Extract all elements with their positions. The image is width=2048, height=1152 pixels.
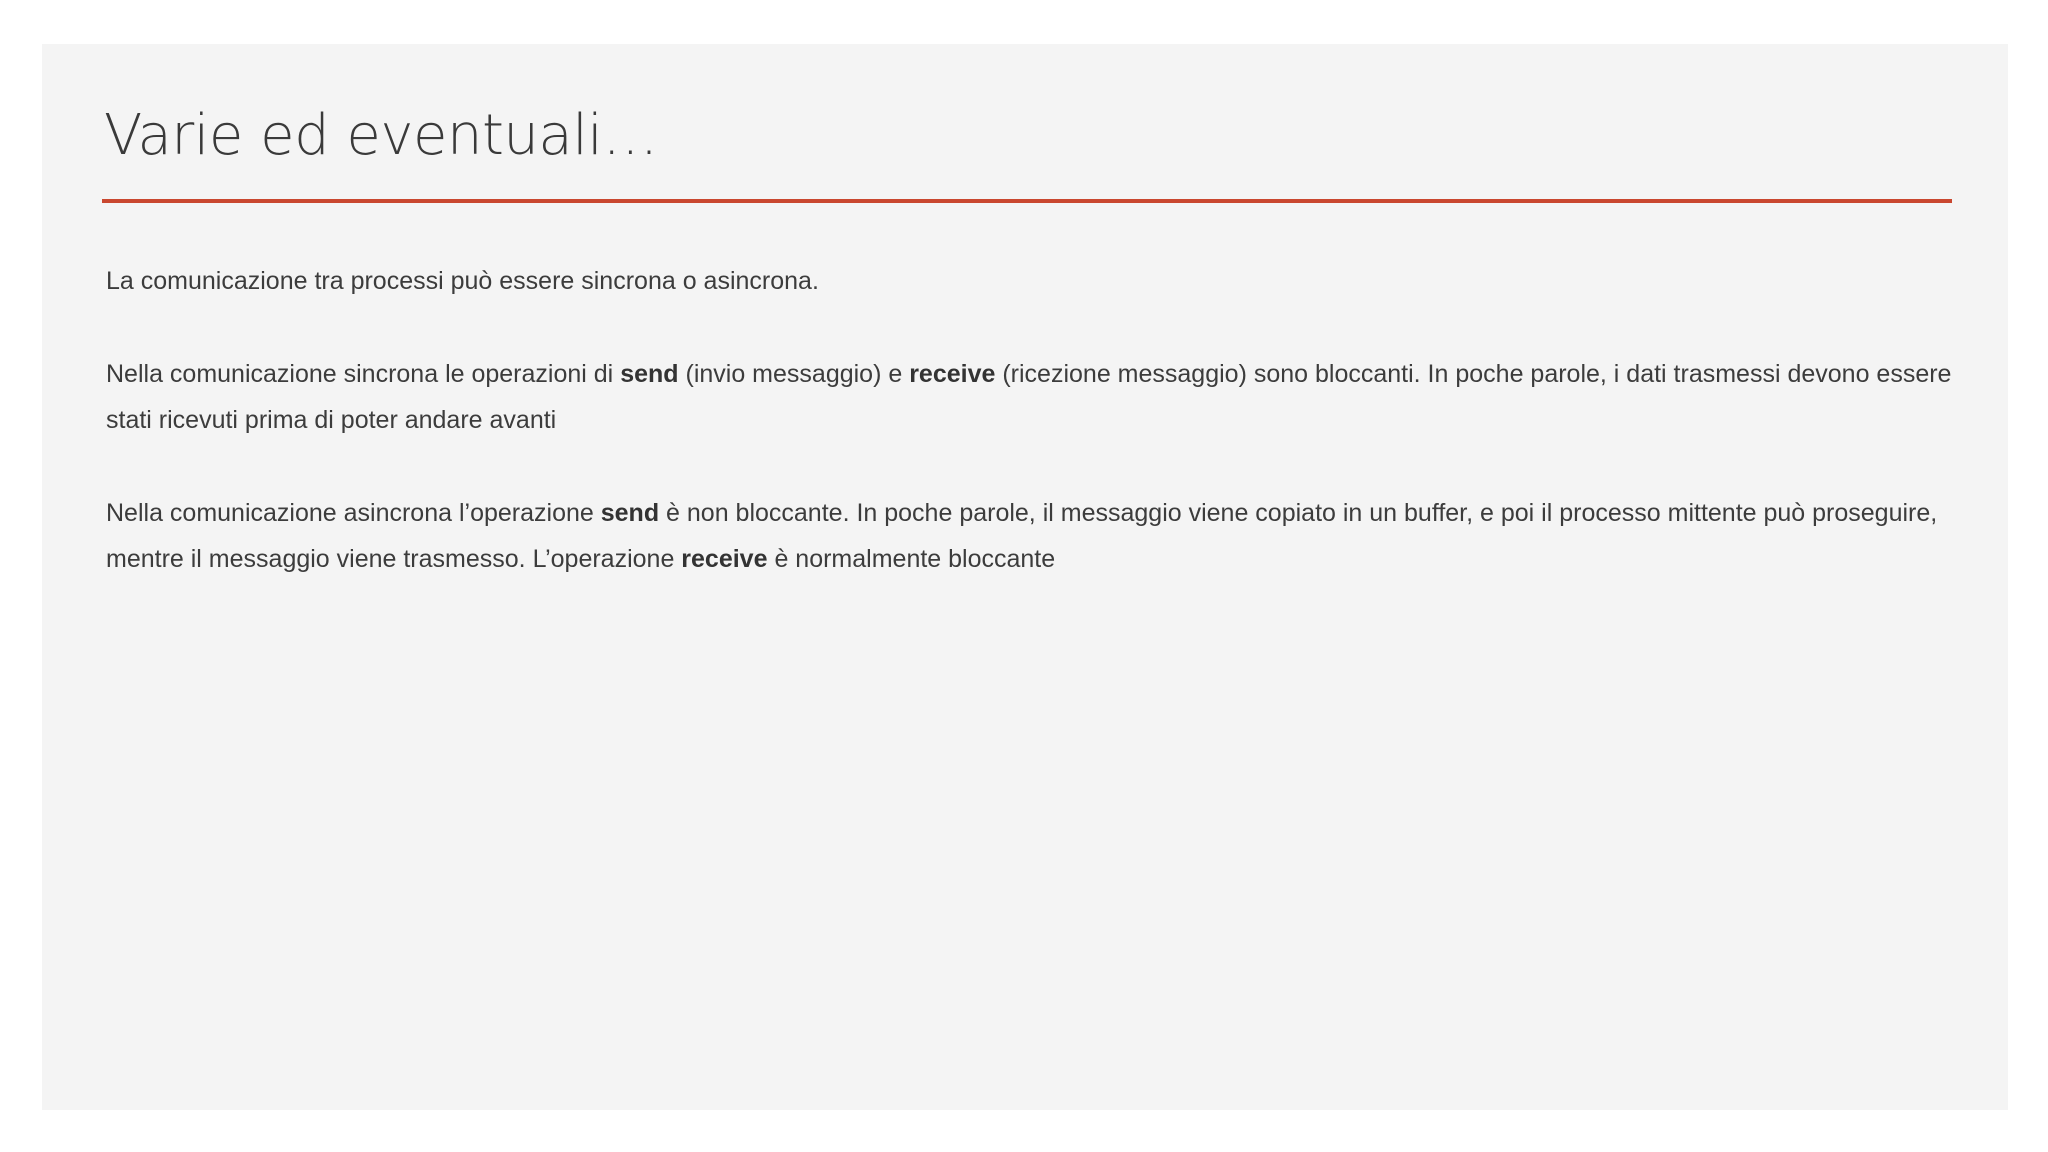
- slide-body: [106, 258, 1956, 629]
- paragraph-3-text-3: è normalmente bloccante: [767, 545, 1056, 573]
- paragraph-2-bold-send: send: [620, 360, 679, 388]
- paragraph-1: La comunicazione tra processi può essere sincrona o asincrona.: [106, 267, 819, 295]
- paragraph-3-text-1: Nella comunicazione asincrona l’operazione: [106, 499, 601, 527]
- paragraph-3-bold-send: send: [600, 499, 660, 527]
- title-underline: [102, 199, 1952, 203]
- paragraph-3-bold-receive: receive: [681, 545, 768, 573]
- paragraph-2-text-2: (invio messaggio) e: [678, 360, 910, 388]
- paragraph-3: [106, 490, 1956, 582]
- paragraph-2-text-1: Nella comunicazione sincrona le operazioni di: [106, 360, 621, 388]
- paragraph-3-text-2: è non bloccante. In poche parole, il messaggio viene copiato in un buffer, e poi il processo mittente può proseguire, mentre il messaggio viene trasmesso. L’operazione: [106, 499, 1938, 573]
- paragraph-2-text-3: (ricezione messaggio) sono bloccanti. In poche parole, i dati trasmessi devono essere stati ricevuti prima di poter andare avanti: [106, 360, 1952, 434]
- paragraph-2: [106, 351, 1956, 443]
- paragraph-2-bold-receive: receive: [909, 360, 996, 388]
- slide: [42, 44, 2008, 1110]
- slide-title: Varie ed eventuali…: [104, 103, 658, 168]
